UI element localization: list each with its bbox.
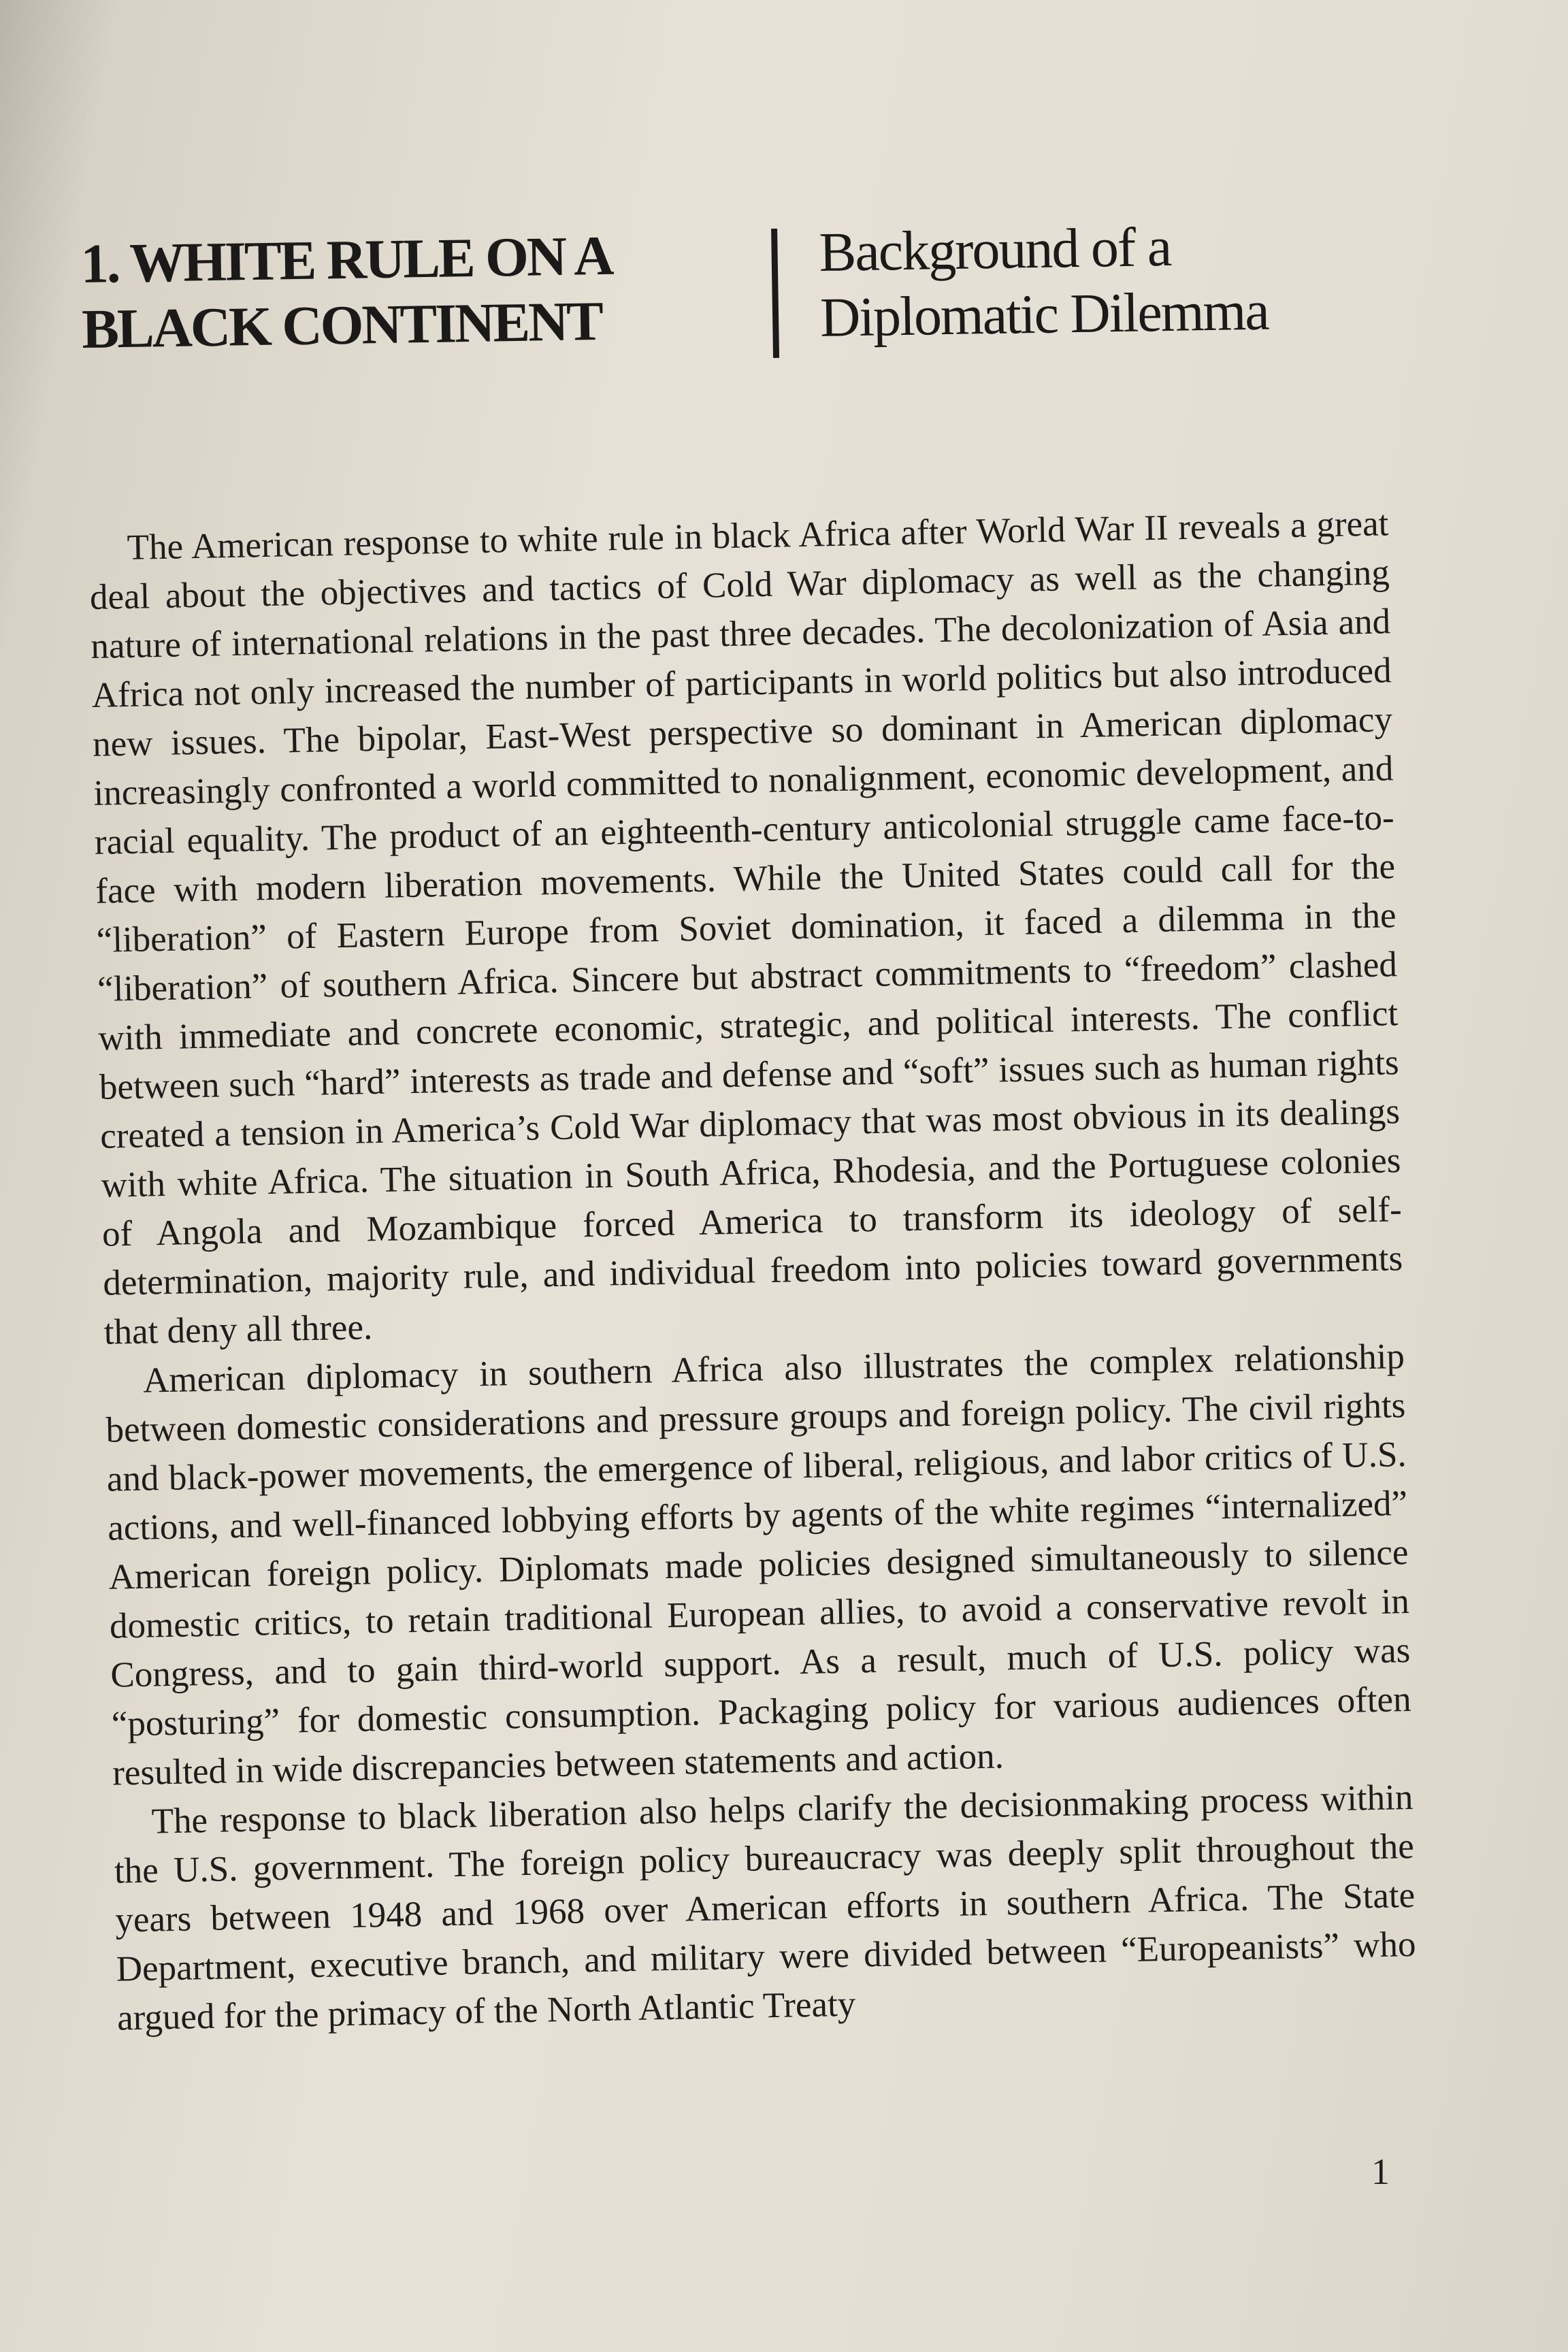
chapter-subtitle-line-2: Diplomatic Dilemma bbox=[819, 279, 1269, 348]
paragraph-3: The response to black liberation also helps clarify the decisionmaking process within the U.S. government. The foreign policy bureaucracy was deeply split throughout the years between 1948 and 1968 over American efforts in southern Africa. The State Department, executive branch, and military were divided between “Europeanists” who argued for the primacy of the North Atlantic Treaty bbox=[114, 1777, 1416, 2038]
chapter-title bbox=[80, 222, 681, 362]
chapter-subtitle bbox=[819, 212, 1297, 350]
paragraph-2: American diplomacy in southern Africa also illustrates the complex relationship between domestic considerations and pressure groups and foreign policy. The civil rights and black-power movements, the emergence of liberal, religious, and labor critics of U.S. actions, and well-financed lobbying efforts by agents of the white regimes “internalized” American foreign policy. Diplomats made policies designed simultaneously to silence domestic critics, to retain traditional European allies, to avoid a conservative revolt in Congress, and to gain third-world support. As a result, much of U.S. policy was “posturing” for domestic consumption. Packaging policy for various audiences often resulted in wide discrepancies between statements and action. bbox=[105, 1337, 1412, 1793]
chapter-subtitle-line-1: Background of a bbox=[818, 215, 1171, 283]
chapter-title-line-1: 1. WHITE RULE ON A bbox=[80, 224, 612, 295]
chapter-title-line-2: BLACK CONTINENT bbox=[81, 289, 602, 360]
body-text bbox=[88, 499, 1417, 2042]
paragraph-1: The American response to white rule in black Africa after World War II reveals a great deal about the objectives and tactics of Cold War diplomacy as well as the changing nature of international relations in the past three decades. The decolonization of Asia and Africa not only increased the number of participants in world politics but also introduced new issues. The bipolar, East-West perspective so dominant in American diplomacy increasingly confronted a world committed to nonalignment, economic development, and racial equality. The product of an eighteenth-century anticolonial struggle came face-to-face with modern liberation movements. While the United States could call for the “liberation” of Eastern Europe from Soviet domination, it faced a dilemma in the “liberation” of southern Africa. Sincere but abstract commitments to “freedom” clashed with immediate and concrete economic, strategic, and political interests. The conflict between such “hard” interests as trade and defense and “soft” issues such as human rights created a tension in America’s Cold War diplomacy that was most obvious in its dealings with white Africa. The situation in South Africa, Rhodesia, and the Portuguese colonies of Angola and Mozambique forced America to transform its ideology of self-determination, majority rule, and individual freedom into policies toward governments that deny all three. bbox=[89, 504, 1403, 1352]
heading-divider bbox=[771, 229, 779, 358]
page-number: 1 bbox=[1371, 2151, 1390, 2192]
chapter-heading bbox=[80, 213, 1269, 388]
